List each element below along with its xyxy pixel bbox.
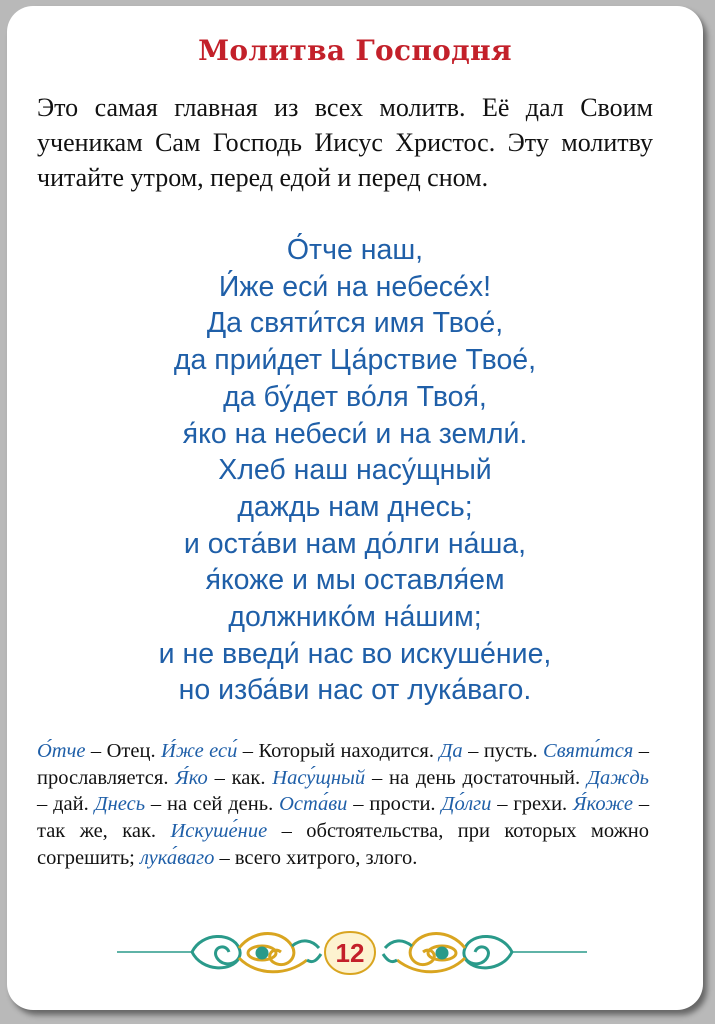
glossary-term: Оста́ви — [279, 793, 348, 816]
glossary-definition: обстоятельства, при которых можно согрешить; — [37, 820, 650, 869]
page-title: Молитва Господня — [198, 34, 512, 67]
glossary-term: Я́коже — [573, 793, 633, 816]
glossary-definition: всего хитрого, злого. — [234, 846, 418, 869]
glossary-term: Святи́тся — [543, 740, 634, 762]
glossary-term: Насу́щный — [272, 766, 366, 789]
glossary-definition: Который находится. — [258, 740, 434, 762]
prayer-line: Да святи́тся имя Твое́, — [206, 307, 504, 340]
glossary-definition: прославляется. — [37, 766, 169, 789]
glossary-term: Днесь — [94, 793, 146, 816]
glossary-definition: Отец. — [106, 740, 156, 762]
glossary-definition: грехи. — [513, 793, 568, 816]
prayer-line: да бу́дет во́ля Твоя́, — [223, 380, 487, 413]
glossary-term: Искуше́ние — [170, 820, 268, 843]
glossary-definition: дай. — [53, 793, 89, 816]
glossary-term: И́же еси́ — [161, 740, 238, 762]
footer-ornament — [7, 924, 703, 984]
page-number: 12 — [335, 938, 365, 968]
prayer-line: но изба́ви нас от лука́ваго. — [178, 674, 532, 707]
glossary-term: До́лги — [441, 793, 492, 816]
glossary-definition: на день достаточный. — [389, 766, 581, 789]
glossary-definition: как. — [231, 766, 266, 789]
glossary-definition: так же, как. — [37, 820, 157, 843]
prayer-text — [7, 232, 703, 709]
prayer-card — [7, 6, 703, 1010]
prayer-line: и оста́ви нам до́лги на́ша, — [183, 527, 527, 560]
glossary-definition: на сей день. — [167, 793, 274, 816]
glossary-definition: пусть. — [483, 740, 538, 762]
glossary-definition: прости. — [369, 793, 436, 816]
glossary: О́тче – Отец. И́же еси́ – Который находится. Да – пусть. Святи́тся – прославляется. Я́ко – как. Насу́щный – на день достаточный. Даждь – дай. Днесь – на сей день. Оста́ви – прости. До́лги – грехи. Я́коже – так же, как. Искуше́ние – обстоятельства, при которых можно согрешить; лука́ваго – всего хитрого, злого. — [37, 740, 650, 869]
prayer-line: я́ко на небеси́ и на земли́. — [182, 417, 528, 450]
glossary-term: лука́ваго — [140, 846, 215, 869]
prayer-line: должнико́м на́шим; — [228, 601, 482, 634]
prayer-line: я́коже и мы оставля́ем — [205, 564, 505, 597]
glossary-term: Даждь — [586, 766, 650, 789]
glossary-term: Да — [439, 740, 463, 762]
prayer-line: И́же еси́ на небесе́х! — [218, 270, 492, 303]
glossary-term: О́тче — [37, 740, 86, 762]
prayer-line: О́тче наш, — [286, 234, 424, 266]
intro-paragraph: Это самая главная из всех молитв. Её дал Своим ученикам Сам Господь Иисус Христос. Эту молитву читайте утром, перед едой и перед сном. — [37, 93, 653, 192]
prayer-line: даждь нам днесь; — [237, 490, 473, 523]
prayer-line: да прии́дет Ца́рствие Твое́, — [173, 344, 537, 377]
prayer-line: и не введи́ нас во искуше́ние, — [158, 637, 552, 670]
prayer-line: Хлеб наш насу́щный — [218, 454, 492, 487]
glossary-term: Я́ко — [175, 766, 208, 789]
